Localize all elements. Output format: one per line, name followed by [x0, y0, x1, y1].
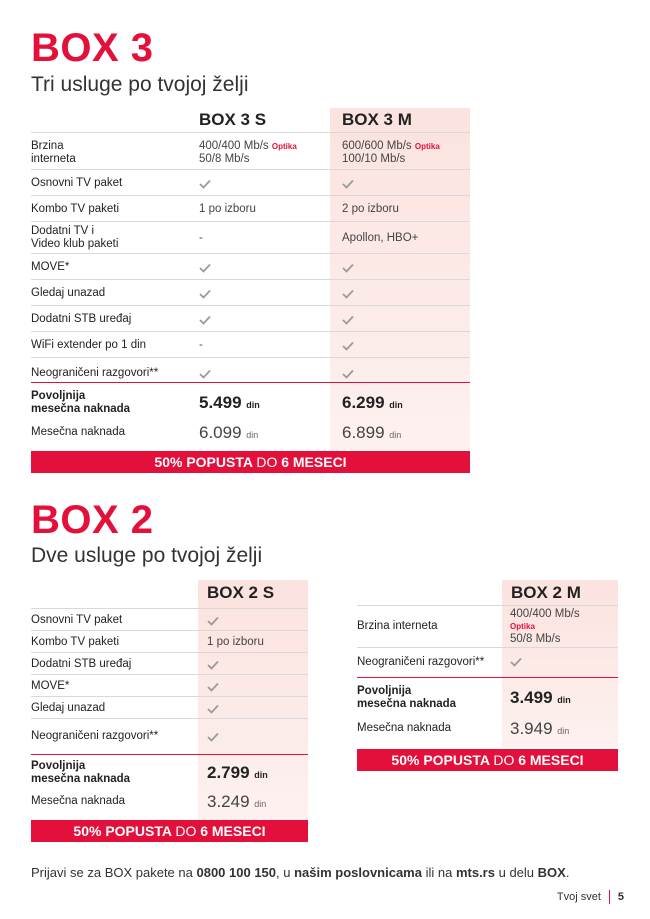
- box2-m-optika-tag: Optika: [510, 622, 535, 631]
- page-footer: [557, 890, 624, 904]
- box2-s-row-label: Gledaj unazad: [31, 702, 106, 714]
- signup-instructions: [31, 865, 569, 880]
- box3-banner-do: DO: [256, 454, 278, 470]
- box3-discount-banner: [31, 451, 470, 473]
- box3-s-header: BOX 3 S: [199, 110, 267, 129]
- section-name: Tvoj svet: [556, 890, 601, 903]
- box2-s-promo-price: [207, 763, 268, 783]
- box3-s-regular-currency: din: [246, 430, 259, 440]
- box2-s-feature-row: [31, 652, 308, 674]
- box3-m-regular-currency: din: [389, 430, 402, 440]
- box3-row-label: WiFi extender po 1 din: [31, 339, 147, 351]
- check-icon: [199, 315, 211, 325]
- box3-row-regular-price: [31, 420, 470, 449]
- box3-m-regular-amount: 6.899: [342, 423, 385, 442]
- box3-s-regular-amount: 6.099: [199, 423, 242, 442]
- box2-s-feature-row: [31, 608, 308, 630]
- box2-m-banner-do: DO: [493, 752, 515, 768]
- box3-row-label-1: Dodatni TV i: [31, 225, 95, 237]
- box3-s-promo-amount: 5.499: [199, 393, 242, 412]
- value-cell: 1 po izboru: [199, 203, 256, 215]
- box2-m-discount-banner: [357, 749, 618, 771]
- box2-s-header: BOX 2 S: [207, 583, 275, 602]
- box2-m-regular-price: [510, 719, 569, 739]
- box3-feature-row: [31, 331, 470, 357]
- box3-internet-label-2: interneta: [31, 153, 76, 165]
- box2-s-promo-label-1: Povoljnija: [31, 760, 86, 772]
- box2-s-promo-amount: 2.799: [207, 763, 250, 782]
- box2-m-speed-2: 50/8 Mb/s: [510, 633, 561, 645]
- box3-feature-row: [31, 253, 470, 279]
- check-icon: [342, 315, 354, 325]
- box2-s-feature-row: [31, 674, 308, 696]
- box2-s-regular-currency: din: [254, 799, 267, 809]
- box2-m-row-talk: [357, 647, 618, 677]
- signup-text-1: Prijavi se za BOX pakete na: [31, 865, 197, 880]
- box2-s-promo-label: [31, 760, 130, 786]
- box3-row-label: Neograničeni razgovori**: [31, 367, 159, 379]
- value-cell: 2 po izboru: [342, 203, 399, 215]
- box3-internet-label: [31, 140, 76, 166]
- signup-phone[interactable]: 0800 100 150: [196, 865, 277, 880]
- box3-row-internet: [31, 132, 470, 169]
- box3-s-promo-price: [199, 393, 260, 413]
- box3-m-header: BOX 3 M: [342, 110, 412, 129]
- box3-s-promo-currency: din: [246, 400, 260, 410]
- box3-title: BOX 3: [31, 26, 154, 70]
- box3-m-promo-currency: din: [389, 400, 403, 410]
- box3-banner-percent: 50% POPUSTA: [154, 454, 253, 470]
- box2-m-row-internet: [357, 605, 618, 647]
- box2-m-banner-percent: 50% POPUSTA: [391, 752, 490, 768]
- box3-feature-row: [31, 305, 470, 331]
- box2-m-speed-1: 400/400 Mb/s: [510, 608, 580, 620]
- box3-promo-label-1: Povoljnija: [31, 390, 86, 402]
- check-icon: [199, 369, 211, 379]
- box2-m-promo-label: [357, 685, 456, 711]
- box3-row-label: MOVE*: [31, 261, 70, 273]
- box3-m-promo-amount: 6.299: [342, 393, 385, 412]
- box3-feature-row: [31, 279, 470, 305]
- box3-feature-row: [31, 169, 470, 195]
- box2-m-row-regular-price: [357, 715, 618, 745]
- box2-subtitle: Dve usluge po tvojoj želji: [31, 544, 263, 567]
- value-cell: -: [199, 232, 203, 244]
- box3-internet-label-1: Brzina: [31, 140, 64, 152]
- check-icon: [342, 341, 354, 351]
- box3-row-label: [31, 225, 118, 251]
- box2-m-banner-months: 6 MESECI: [518, 752, 584, 768]
- box2-m-talk-label: Neograničeni razgovori**: [357, 656, 485, 668]
- page-number: 5: [617, 890, 624, 903]
- box3-row-label: Kombo TV paketi: [31, 203, 120, 215]
- box2-s-regular-label: Mesečna naknada: [31, 795, 125, 807]
- signup-box: BOX: [537, 865, 566, 880]
- box2-m-regular-amount: 3.949: [510, 719, 553, 738]
- box2-s-row-label: MOVE*: [31, 680, 70, 692]
- box3-subtitle: Tri usluge po tvojoj želji: [31, 73, 249, 96]
- check-icon: [342, 289, 354, 299]
- box3-m-regular-price: [342, 423, 401, 443]
- box2-m-promo-currency: din: [557, 695, 571, 705]
- box2-s-discount-banner: [31, 820, 308, 842]
- check-icon: [207, 616, 219, 626]
- box2-m-internet-label: Brzina interneta: [357, 620, 438, 632]
- box2-m-header: BOX 2 M: [511, 583, 581, 602]
- box3-row-label: Osnovni TV paket: [31, 177, 123, 189]
- box3-row-label: Dodatni STB uređaj: [31, 313, 132, 325]
- box3-banner-months: 6 MESECI: [281, 454, 347, 470]
- check-icon: [199, 179, 211, 189]
- box2-s-banner-do: DO: [175, 823, 197, 839]
- signup-website-link[interactable]: mts.rs: [455, 865, 495, 880]
- value-cell: Apollon, HBO+: [342, 232, 419, 244]
- box2-s-regular-price: [207, 792, 266, 812]
- box2-s-banner-percent: 50% POPUSTA: [73, 823, 172, 839]
- signup-text-5: .: [565, 865, 570, 880]
- box2-s-banner-months: 6 MESECI: [200, 823, 266, 839]
- signup-text-3: ili na: [421, 865, 456, 880]
- box2-s-feature-row: [31, 718, 308, 752]
- box2-s-row-promo-price: [31, 754, 308, 790]
- box3-s-speed-1: 400/400 Mb/s: [199, 140, 269, 152]
- box3-regular-label: Mesečna naknada: [31, 426, 125, 438]
- box2-m-regular-currency: din: [557, 726, 570, 736]
- box3-s-regular-price: [199, 423, 258, 443]
- box3-m-internet: [342, 140, 440, 166]
- box3-promo-label-2: mesečna naknada: [31, 403, 131, 415]
- box2-m-promo-label-2: mesečna naknada: [357, 698, 457, 710]
- box3-row-promo-price: [31, 382, 470, 420]
- box3-s-internet: [199, 140, 297, 166]
- check-icon: [342, 369, 354, 379]
- value-cell: -: [199, 339, 203, 351]
- box3-m-promo-price: [342, 393, 403, 413]
- box2-s-row-label: Osnovni TV paket: [31, 614, 123, 626]
- box2-s-regular-amount: 3.249: [207, 792, 250, 811]
- check-icon: [199, 263, 211, 273]
- signup-shops: našim poslovnicama: [294, 865, 422, 880]
- check-icon: [510, 657, 522, 667]
- box2-m-promo-label-1: Povoljnija: [357, 685, 412, 697]
- box2-m-promo-amount: 3.499: [510, 688, 553, 707]
- check-icon: [342, 179, 354, 189]
- signup-text-2: , u: [276, 865, 295, 880]
- check-icon: [342, 263, 354, 273]
- box2-s-row-label: Kombo TV paketi: [31, 636, 120, 648]
- value-cell: 1 po izboru: [207, 636, 264, 648]
- signup-text-4: u delu: [494, 865, 538, 880]
- box2-s-feature-row: [31, 630, 308, 652]
- box3-m-optika-tag: Optika: [414, 142, 440, 151]
- box3-promo-label: [31, 390, 130, 416]
- box2-s-promo-currency: din: [254, 770, 268, 780]
- box2-s-promo-label-2: mesečna naknada: [31, 773, 131, 785]
- box3-m-speed-2: 100/10 Mb/s: [342, 153, 406, 165]
- box3-feature-row: [31, 221, 470, 253]
- box2-s-feature-row: [31, 696, 308, 718]
- box2-m-promo-price: [510, 688, 571, 708]
- box2-m-regular-label: Mesečna naknada: [357, 722, 451, 734]
- box3-m-speed-1: 600/600 Mb/s: [342, 140, 412, 152]
- box3-s-optika-tag: Optika: [271, 142, 297, 151]
- box3-row-label: Gledaj unazad: [31, 287, 106, 299]
- box3-feature-row: [31, 195, 470, 221]
- footer-divider: [609, 890, 610, 904]
- box3-s-speed-2: 50/8 Mb/s: [199, 153, 250, 165]
- box2-s-row-label: Dodatni STB uređaj: [31, 658, 132, 670]
- box2-m-row-promo-price: [357, 677, 618, 715]
- box2-title: BOX 2: [31, 498, 154, 542]
- check-icon: [207, 682, 219, 692]
- box2-s-row-label: Neograničeni razgovori**: [31, 730, 159, 742]
- box2-m-internet-value: [510, 608, 580, 645]
- check-icon: [207, 732, 219, 742]
- box2-s-row-regular-price: [31, 790, 308, 818]
- check-icon: [207, 660, 219, 670]
- check-icon: [207, 704, 219, 714]
- box3-row-label-2: Video klub paketi: [31, 238, 119, 250]
- check-icon: [199, 289, 211, 299]
